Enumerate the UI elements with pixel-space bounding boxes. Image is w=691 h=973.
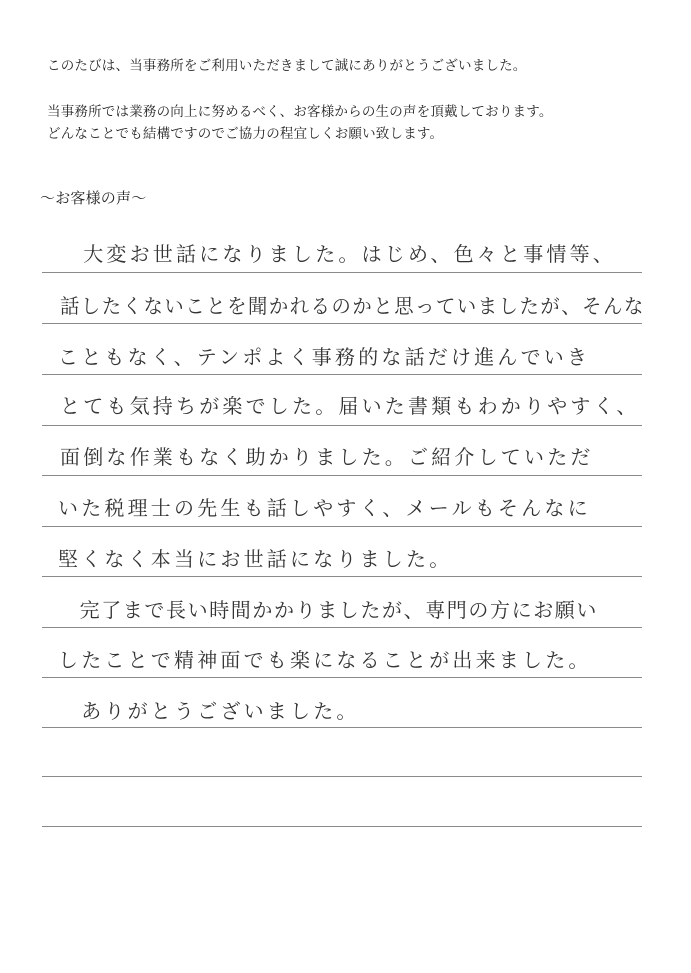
handwritten-line-7: 堅くなく本当にお世話になりました。 bbox=[58, 547, 453, 571]
ruled-line bbox=[42, 475, 642, 476]
intro-text: このたびは、当事務所をご利用いただきまして誠にありがとうございました。 bbox=[47, 58, 527, 74]
request-text-line-1: 当事務所では業務の向上に努めるべく、お客様からの生の声を頂戴しております。 bbox=[47, 104, 553, 120]
ruled-line bbox=[42, 425, 642, 426]
handwritten-line-2: 話したくないことを聞かれるのかと思っていましたが、そんな bbox=[60, 294, 645, 318]
ruled-line bbox=[42, 677, 642, 678]
handwritten-line-8: 完了まで長い時間かかりましたが、専門の方にお願い bbox=[58, 598, 598, 622]
handwritten-line-4: とても気持ちが楽でした。届いた書類もわかりやすく、 bbox=[60, 394, 640, 418]
customer-voice-heading: ～お客様の声～ bbox=[40, 189, 147, 207]
ruled-line bbox=[42, 576, 642, 577]
handwritten-line-1: 大変お世話になりました。はじめ、色々と事情等、 bbox=[60, 242, 616, 266]
handwritten-line-9: したことで精神面でも楽になることが出来ました。 bbox=[58, 648, 592, 672]
handwritten-line-3: こともなく、テンポよく事務的な話だけ進んでいき bbox=[58, 345, 591, 369]
ruled-line bbox=[42, 526, 642, 527]
request-text-line-2: どんなことでも結構ですのでご協力の程宜しくお願い致します。 bbox=[47, 126, 444, 142]
ruled-line bbox=[42, 272, 642, 273]
handwritten-line-10: ありがとうございました。 bbox=[58, 699, 360, 723]
handwritten-line-5: 面倒な作業もなく助かりました。ご紹介していただ bbox=[60, 445, 594, 469]
ruled-line bbox=[42, 374, 642, 375]
ruled-line bbox=[42, 727, 642, 728]
ruled-line bbox=[42, 323, 642, 324]
ruled-line bbox=[42, 826, 642, 827]
ruled-line bbox=[42, 627, 642, 628]
handwritten-line-6: いた税理士の先生も話しやすく、メールもそんなに bbox=[58, 496, 591, 520]
ruled-line bbox=[42, 776, 642, 777]
